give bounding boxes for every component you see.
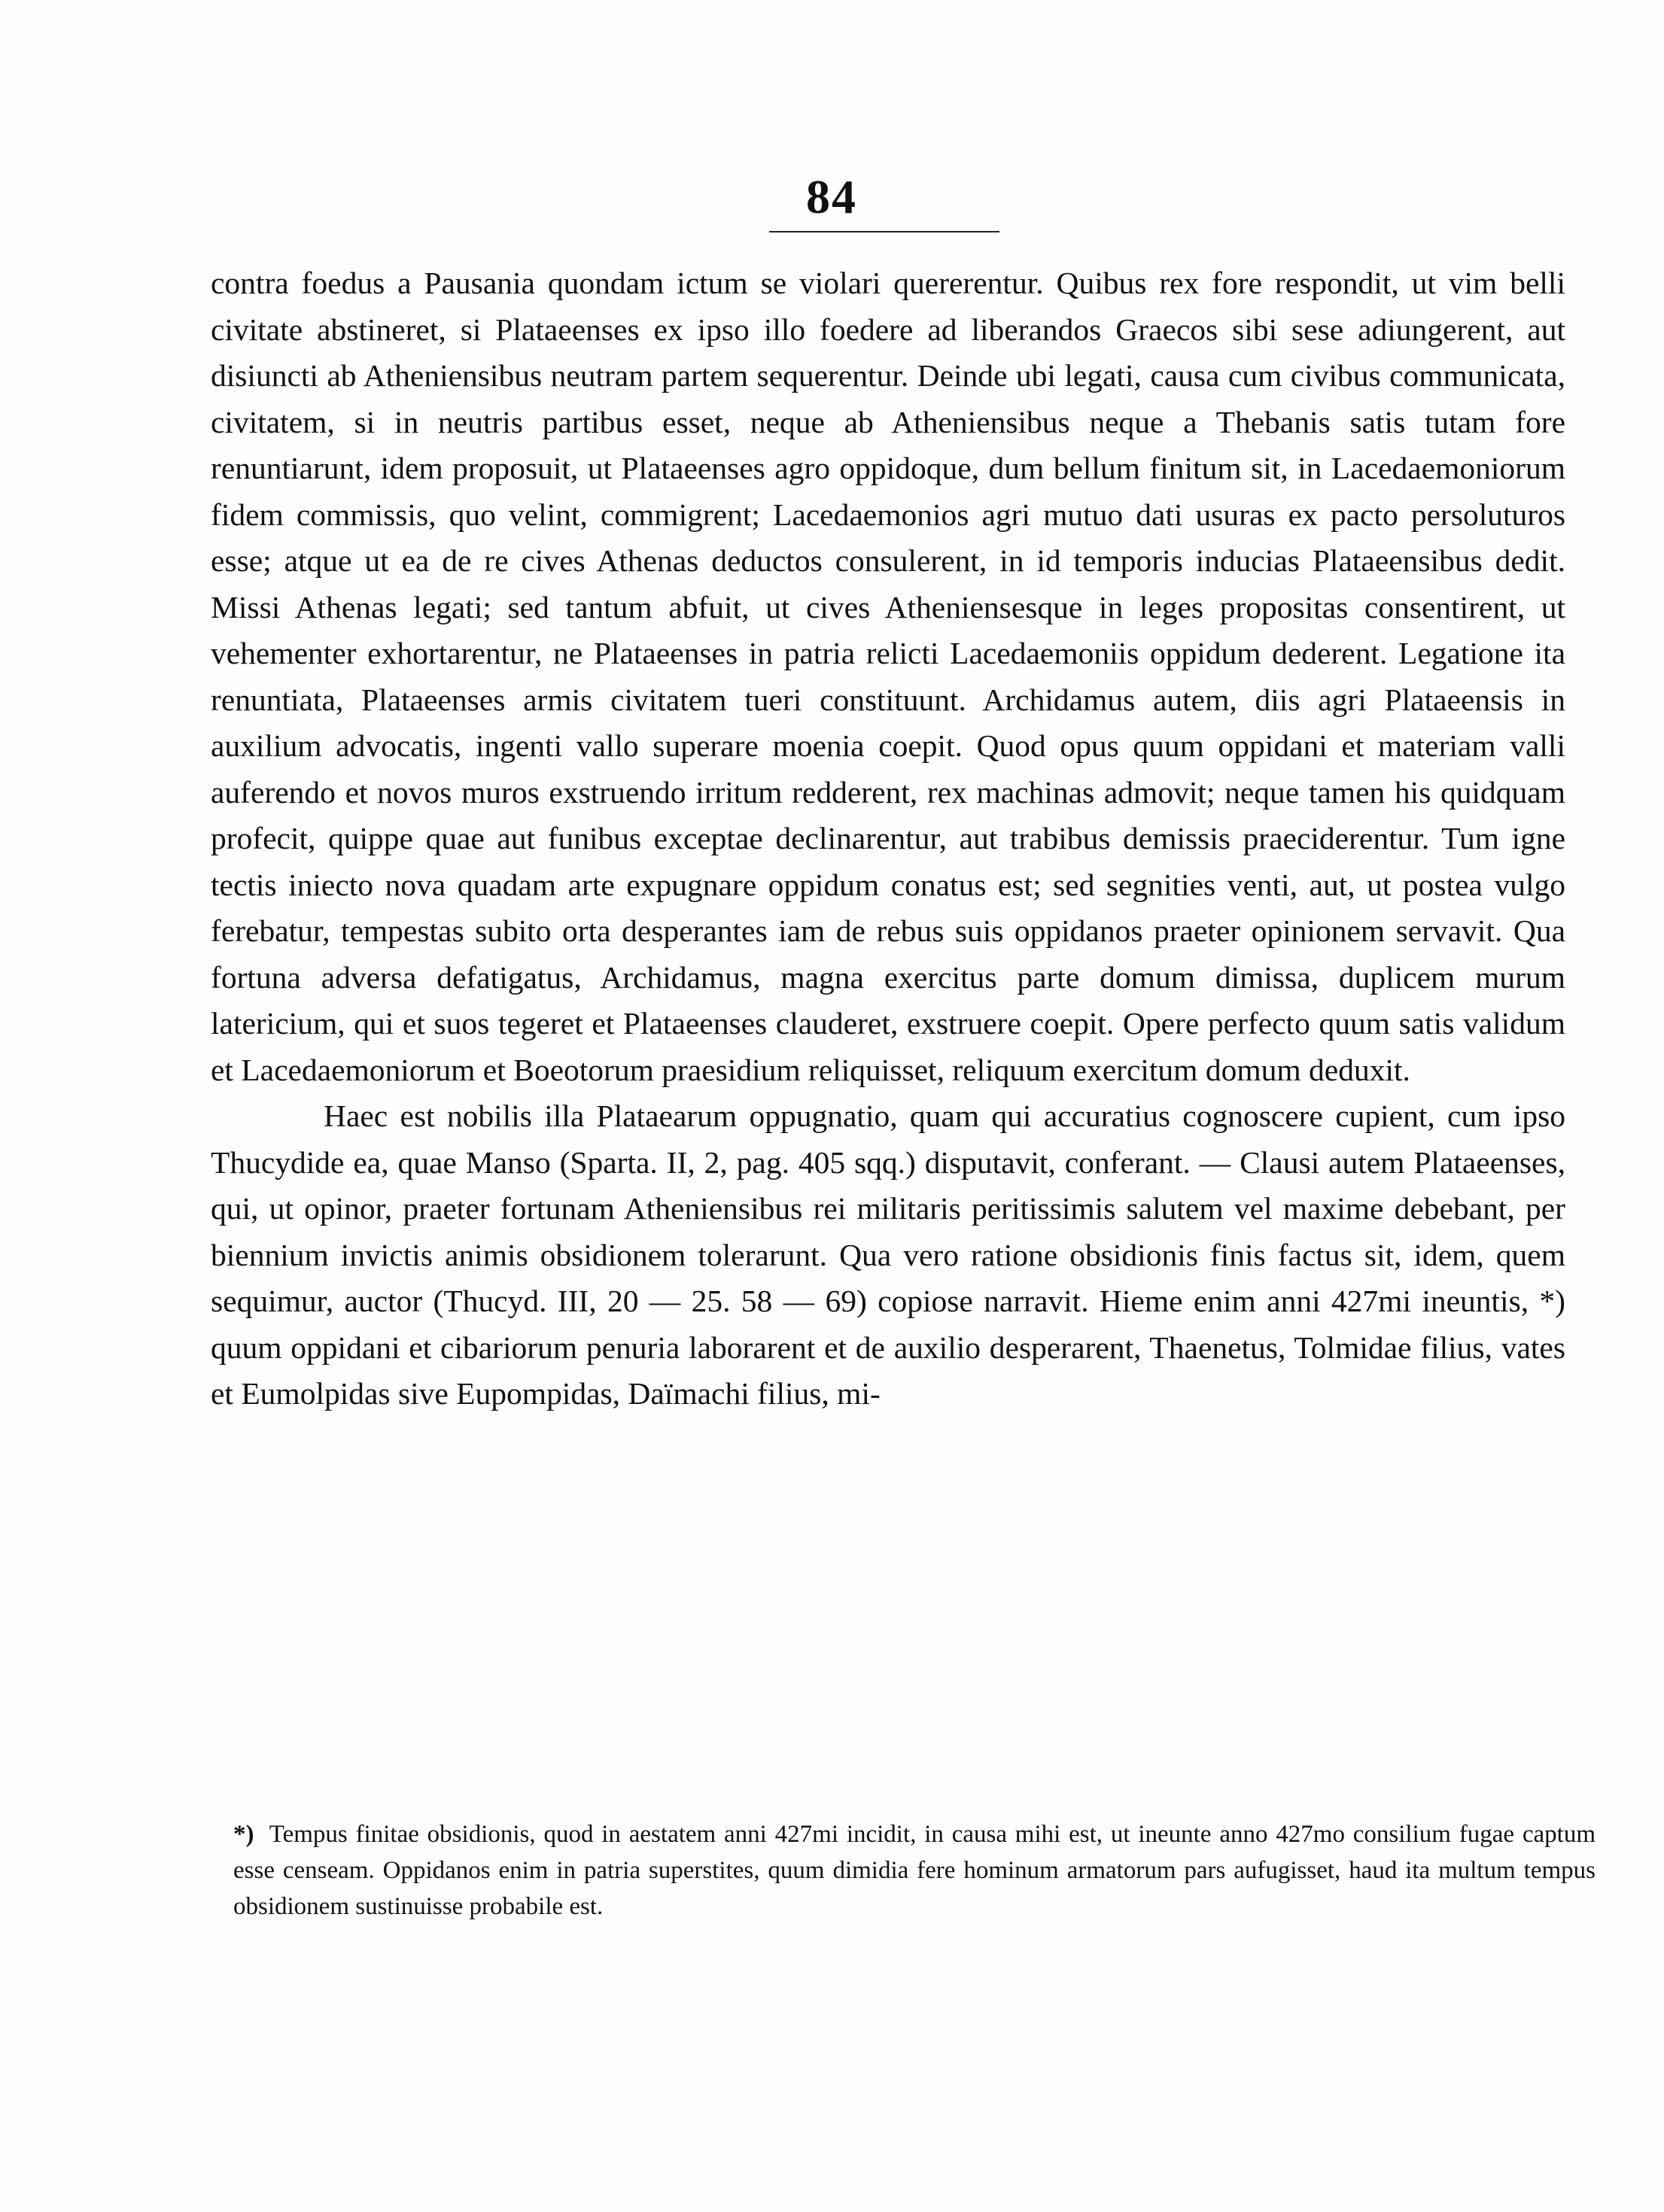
footnote-text: Tempus finitae obsidionis, quod in aestatem anni 427mi incidit, in causa mihi est, ut ineunte anno 427mo consilium fugae captum esse censeam. Oppidanos enim in patria superstites, quum dimidia fere hominum armatorum pars aufugisset, haud ita multum tempus obsidionem sustinuisse probabile est. [233,1821,1596,1920]
footnote-marker: *) [233,1821,254,1848]
page-number: 84 [806,170,857,223]
paragraph-2: Haec est nobilis illa Plataearum oppugnatio, quam qui accuratius cognoscere cupient, cum ipso Thucydide ea, quae Manso (Sparta. II, 2, pag. 405 sqq.) disputavit, conferant. — Clausi autem Plataeenses, qui, ut opinor, praeter fortunam Atheniensibus rei militaris peritissimis salutem vel maxime debebant, per biennium invictis animis obsidionem tolerarunt. Qua vero ratione obsidionis finis factus sit, idem, quem sequimur, auctor (Thucyd. III, 20 — 25. 58 — 69) copiose narravit. Hieme enim anni 427mi ineuntis, *) quum oppidani et cibariorum penuria laborarent et de auxilio desperarent, Thaenetus, Tolmidae filius, vates et Eumolpidas sive Eupompidas, Daïmachi filius, mi- [211,1098,1565,1411]
header-rule [769,231,999,232]
main-text [211,260,1565,1417]
footnote [233,1816,1596,1925]
paragraph-1: contra foedus a Pausania quondam ictum se violari quererentur. Quibus rex fore respondit, ut vim belli civitate abstineret, si Plataeenses ex ipso illo foedere ad liberandos Graecos sibi sese adiungerent, aut disiuncti ab Atheniensibus neutram partem sequerentur. Deinde ubi legati, causa cum civibus communicata, civitatem, si in neutris partibus esset, neque ab Atheniensibus neque a Thebanis satis tutam fore renuntiarunt, idem proposuit, ut Plataeenses agro oppidoque, dum bellum finitum sit, in Lacedaemoniorum fidem commissis, quo velint, commigrent; Lacedaemonios agri mutuo dati usuras ex pacto persoluturos esse; atque ut ea de re cives Athenas deductos consulerent, in id temporis inducias Plataeensibus dedit. Missi Athenas legati; sed tantum abfuit, ut cives Atheniensesque in leges propositas consentirent, ut vehementer exhortarentur, ne Plataeenses in patria relicti Lacedaemoniis oppidum dederent. Legatione ita renuntiata, Plataeenses armis civitatem tueri constituunt. Archidamus autem, diis agri Plataeensis in auxilium advocatis, ingenti vallo superare moenia coepit. Quod opus quum oppidani et materiam valli auferendo et novos muros exstruendo irritum redderent, rex machinas admovit; neque tamen his quidquam profecit, quippe quae aut funibus exceptae declinarentur, aut trabibus demissis praeciderentur. Tum igne tectis iniecto nova quadam arte expugnare oppidum conatus est; sed segnities venti, aut, ut postea vulgo ferebatur, tempestas subito orta desperantes iam de rebus suis oppidanos praeter opinionem servavit. Qua fortuna adversa defatigatus, Archidamus, magna exercitus parte domum dimissa, duplicem murum latericium, qui et suos tegeret et Plataeenses clauderet, exstruere coepit. Opere perfecto quum satis validum et Lacedaemoniorum et Boeotorum praesidium reliquisset, reliquum exercitum domum deduxit. [211,266,1565,1087]
